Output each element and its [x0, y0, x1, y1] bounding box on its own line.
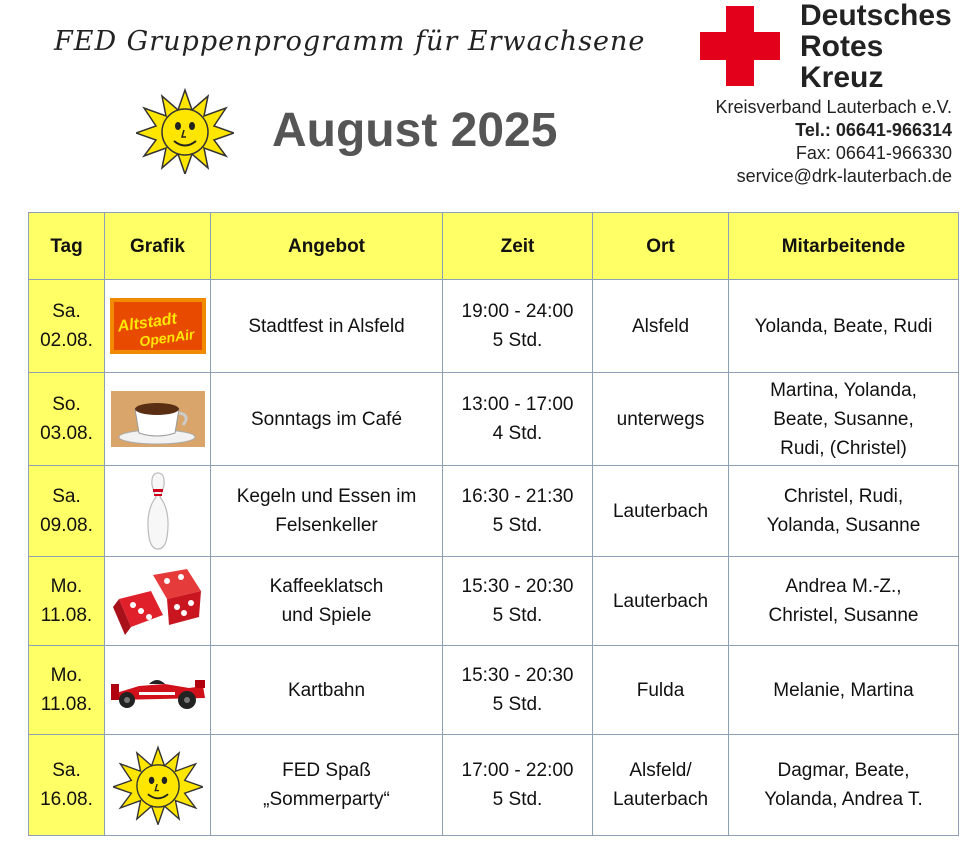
sun-icon [113, 745, 203, 825]
column-header-day: Tag [29, 213, 105, 280]
staff-cell [729, 466, 959, 557]
email-address: service@drk-lauterbach.de [736, 166, 952, 186]
offer-line: Felsenkeller [275, 515, 378, 536]
fax-number: Fax: 06641-966330 [795, 143, 952, 163]
offer-line: Sonntags im Café [250, 408, 403, 430]
duration: 5 Std. [492, 605, 543, 626]
org-name-line2: Rotes [800, 30, 884, 63]
day-cell [29, 373, 105, 466]
time-cell [443, 646, 593, 735]
time-range: 17:00 - 22:00 [461, 760, 574, 781]
staff-line: Melanie, Martina [773, 679, 914, 701]
day-cell [29, 646, 105, 735]
staff-cell [729, 557, 959, 646]
weekday: Mo. [50, 576, 83, 597]
staff-line: Yolanda, Beate, Rudi [754, 315, 933, 337]
staff-line: Christel, Susanne [768, 605, 919, 626]
branch-name: Kreisverband Lauterbach e.V. [715, 97, 952, 117]
column-header-graphic: Grafik [105, 213, 211, 280]
table-row [29, 466, 959, 557]
weekday: Sa. [52, 760, 81, 781]
weekday: Sa. [52, 486, 81, 507]
place-cell [593, 280, 729, 373]
time-range: 19:00 - 24:00 [461, 301, 574, 322]
staff-cell [729, 373, 959, 466]
place-cell [593, 466, 729, 557]
bowling-pin-icon [143, 471, 173, 551]
column-header-staff: Mitarbeitende [729, 213, 959, 280]
staff-line: Rudi, (Christel) [780, 437, 907, 459]
day-cell [29, 280, 105, 373]
table-row [29, 735, 959, 836]
time-cell [443, 735, 593, 836]
column-header-time: Zeit [443, 213, 593, 280]
time-range: 13:00 - 17:00 [461, 394, 574, 415]
org-name-line1: Deutsches [800, 0, 952, 32]
coffee-cup-icon [111, 391, 205, 447]
staff-line: Andrea M.-Z., [785, 576, 902, 597]
offer-line: FED Spaß [282, 760, 371, 781]
duration: 5 Std. [492, 789, 543, 810]
graphic-cell [105, 466, 211, 557]
phone-number: Tel.: 06641-966314 [795, 120, 952, 140]
staff-line: Yolanda, Andrea T. [764, 789, 923, 810]
place-cell [593, 646, 729, 735]
organization-name [800, 0, 952, 93]
day-cell [29, 735, 105, 836]
contact-block [716, 96, 953, 188]
time-cell [443, 373, 593, 466]
place-line: Lauterbach [612, 590, 709, 612]
table-row [29, 557, 959, 646]
schedule-table [28, 212, 959, 836]
race-car-icon [109, 668, 207, 712]
altstadt-openair-logo-icon [110, 298, 206, 354]
time-range: 15:30 - 20:30 [461, 665, 574, 686]
graphic-text-line1: Altstadt [116, 310, 178, 336]
date: 11.08. [40, 694, 93, 715]
time-range: 16:30 - 21:30 [461, 486, 574, 507]
offer-line: Stadtfest in Alsfeld [248, 315, 405, 337]
date: 11.08. [40, 605, 93, 626]
table-row [29, 373, 959, 466]
place-cell [593, 557, 729, 646]
offer-line: Kegeln und Essen im [236, 486, 417, 507]
red-cross-logo-icon [700, 6, 780, 86]
place-line: Lauterbach [612, 500, 709, 522]
staff-line: Yolanda, Susanne [766, 515, 921, 536]
place-cell [593, 373, 729, 466]
place-line: unterwegs [616, 408, 705, 430]
column-header-offer: Angebot [211, 213, 443, 280]
org-name-line3: Kreuz [800, 61, 884, 94]
column-header-place: Ort [593, 213, 729, 280]
staff-line: Martina, Yolanda, [770, 379, 917, 401]
duration: 4 Std. [492, 423, 543, 444]
offer-line: Kaffeeklatsch [269, 576, 384, 597]
date: 09.08. [40, 515, 93, 536]
staff-line: Dagmar, Beate, [777, 760, 910, 781]
month-title: August 2025 [272, 104, 558, 157]
graphic-cell [105, 557, 211, 646]
day-cell [29, 466, 105, 557]
place-line: Alsfeld/ [629, 760, 692, 781]
graphic-cell [105, 280, 211, 373]
graphic-cell [105, 646, 211, 735]
offer-cell [211, 466, 443, 557]
graphic-cell [105, 735, 211, 836]
offer-cell [211, 373, 443, 466]
offer-cell [211, 735, 443, 836]
staff-line: Beate, Susanne, [773, 408, 914, 430]
duration: 5 Std. [492, 330, 543, 351]
offer-line: „Sommerparty“ [263, 789, 390, 810]
place-line: Lauterbach [612, 789, 709, 810]
offer-line: Kartbahn [287, 679, 366, 701]
weekday: So. [52, 394, 81, 415]
time-cell [443, 466, 593, 557]
time-cell [443, 280, 593, 373]
date: 03.08. [40, 423, 93, 444]
duration: 5 Std. [492, 694, 543, 715]
dice-icon [111, 565, 205, 637]
date: 16.08. [40, 789, 93, 810]
staff-cell [729, 646, 959, 735]
table-row [29, 646, 959, 735]
offer-cell [211, 280, 443, 373]
graphic-cell [105, 373, 211, 466]
staff-line: Christel, Rudi, [783, 486, 904, 507]
table-header-row [29, 213, 959, 280]
sun-logo-icon [136, 88, 234, 174]
program-title: FED Gruppenprogramm für Erwachsene [54, 26, 646, 57]
weekday: Sa. [52, 301, 81, 322]
place-cell [593, 735, 729, 836]
place-line: Alsfeld [631, 315, 690, 337]
graphic-text-line2: OpenAir [137, 325, 195, 350]
offer-line: und Spiele [281, 605, 372, 626]
table-row [29, 280, 959, 373]
date: 02.08. [40, 330, 93, 351]
duration: 5 Std. [492, 515, 543, 536]
place-line: Fulda [636, 679, 685, 701]
staff-cell [729, 280, 959, 373]
offer-cell [211, 557, 443, 646]
staff-cell [729, 735, 959, 836]
weekday: Mo. [50, 665, 83, 686]
offer-cell [211, 646, 443, 735]
time-range: 15:30 - 20:30 [461, 576, 574, 597]
day-cell [29, 557, 105, 646]
time-cell [443, 557, 593, 646]
